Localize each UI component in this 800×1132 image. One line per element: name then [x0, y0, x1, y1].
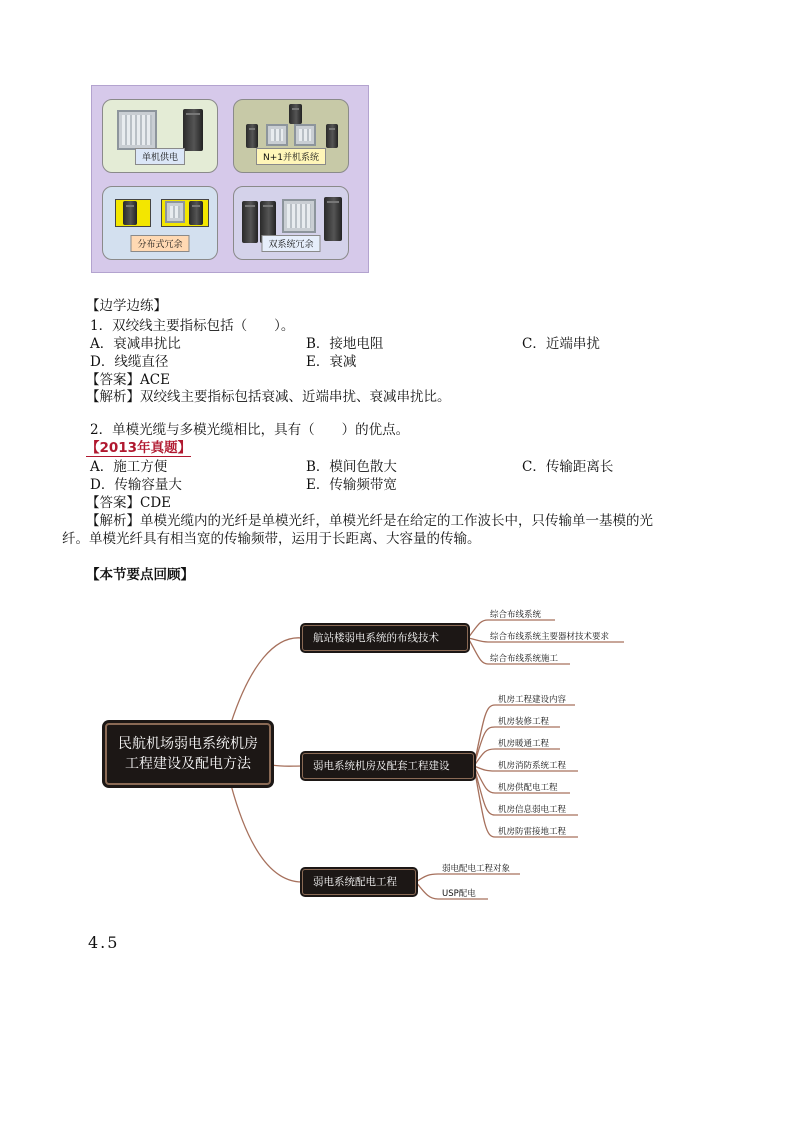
leaf: 机房工程建设内容: [498, 695, 567, 705]
panel-distributed-redundancy: [102, 186, 218, 260]
leaf: 综合布线系统: [490, 610, 542, 620]
mind-map: [100, 605, 640, 915]
panel-n-plus-1: [233, 99, 349, 173]
leaf: 综合布线系统主要器材技术要求: [490, 632, 610, 642]
mind-map-root: [105, 723, 271, 785]
review-heading: 【本节要点回顾】: [86, 567, 194, 583]
rack-image: [246, 124, 258, 148]
connector: [416, 874, 520, 882]
panel-label: 单机供电: [135, 148, 185, 165]
rack-image: [123, 201, 137, 225]
leaf: USP配电: [442, 889, 476, 899]
leaf: 机房装修工程: [498, 717, 550, 727]
q1-option-b: B．接地电阻: [306, 336, 384, 352]
panel-dual-redundancy: [233, 186, 349, 260]
panel-label: 双系统冗余: [261, 235, 320, 252]
q1-answer: 【答案】ACE: [86, 372, 170, 388]
rack-image: [324, 197, 342, 241]
wall-cabinet-image: [282, 199, 316, 233]
leaf: 机房防雷接地工程: [498, 827, 567, 837]
q1-stem: 1．双绞线主要指标包括（ ）。: [90, 318, 295, 334]
connector: [231, 785, 302, 882]
q2-analysis-line1: 【解析】单模光缆内的光纤是单模光纤，单模光纤是在给定的工作波长中，只传输单一基模的光: [86, 513, 653, 529]
branch-cabling: 航站楼弱电系统的布线技术: [302, 625, 468, 651]
q1-option-c: C．近端串扰: [522, 336, 600, 352]
wall-cabinet-image: [117, 110, 157, 150]
rack-image: [189, 201, 203, 225]
connector: [231, 638, 302, 723]
rack-image: [242, 201, 258, 243]
wall-cabinet-image: [165, 201, 185, 223]
leaf: 机房消防系统工程: [498, 761, 567, 771]
branch-machine-room: 弱电系统机房及配套工程建设: [302, 753, 474, 779]
q2-option-b: B．模间色散大: [306, 459, 397, 475]
q2-option-c: C．传输距离长: [522, 459, 614, 475]
power-supply-diagram: [91, 85, 369, 273]
section-number: 4.5: [88, 933, 120, 952]
leaf: 机房暖通工程: [498, 739, 550, 749]
q2-year-tag: [86, 439, 191, 457]
root-line1: 民航机场弱电系统机房: [118, 736, 258, 752]
q2-stem: 2．单模光缆与多模光缆相比，具有（ ）的优点。: [90, 422, 410, 438]
root-line2: 工程建设及配电方法: [125, 756, 251, 772]
rack-image: [289, 104, 302, 124]
q2-answer: 【答案】CDE: [86, 495, 172, 511]
panel-label: 分布式冗余: [130, 235, 189, 252]
connector: [271, 765, 302, 766]
panel-label: N+1并机系统: [256, 148, 326, 165]
q1-option-e: E．衰减: [306, 354, 357, 370]
leaf: 弱电配电工程对象: [442, 864, 511, 874]
q1-option-d: D．线缆直径: [90, 354, 169, 370]
q1-analysis: 【解析】双绞线主要指标包括衰减、近端串扰、衰减串扰比。: [86, 389, 451, 405]
q2-option-d: D．传输容量大: [90, 477, 182, 493]
wall-cabinet-image: [294, 124, 316, 146]
q2-option-a: A．施工方便: [90, 459, 168, 475]
panel-single-machine: [102, 99, 218, 173]
leaf: 机房供配电工程: [498, 783, 558, 793]
q1-option-a: A．衰减串扰比: [90, 336, 181, 352]
q2-option-e: E．传输频带宽: [306, 477, 397, 493]
practice-heading: 【边学边练】: [86, 298, 167, 314]
leaf: 机房信息弱电工程: [498, 805, 567, 815]
wall-cabinet-image: [266, 124, 288, 146]
q2-year-tag-text: 【2013年真题】: [86, 440, 192, 456]
q2-analysis-line2: 纤。单模光纤具有相当宽的传输频带，运用于长距离、大容量的传输。: [62, 531, 481, 547]
branch-power-distribution: 弱电系统配电工程: [302, 869, 416, 895]
leaf: 综合布线系统施工: [490, 654, 559, 664]
rack-image: [183, 109, 203, 151]
rack-image: [326, 124, 338, 148]
